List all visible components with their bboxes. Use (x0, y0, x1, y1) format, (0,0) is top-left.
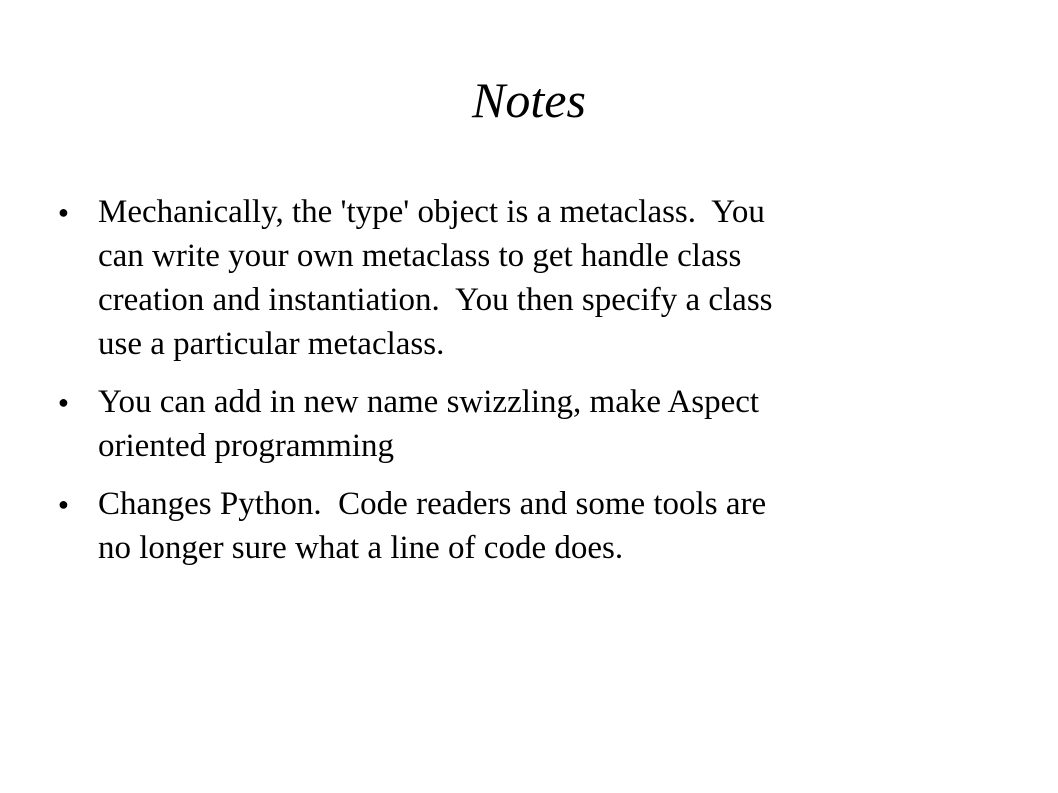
bullet-line: can write your own metaclass to get handle class (98, 238, 742, 274)
bullet-line: no longer sure what a line of code does. (98, 530, 624, 566)
bullet-dot-icon: ● (58, 392, 69, 412)
bullet-text (98, 482, 988, 570)
bullet-dot-icon: ● (58, 494, 69, 514)
bullet-line: Mechanically, the 'type' object is a metaclass. You (98, 194, 765, 230)
bullet-text (98, 190, 988, 366)
bullet-dot-icon: ● (58, 202, 69, 222)
slide-title: Notes (472, 72, 586, 128)
bullet-line: oriented programming (98, 428, 395, 464)
bullet-item (58, 190, 988, 366)
bullet-line: creation and instantiation. You then specify a class (98, 282, 773, 318)
bullet-item (58, 380, 988, 468)
bullet-line: You can add in new name swizzling, make Aspect (98, 384, 760, 420)
bullet-item (58, 482, 988, 570)
bullet-text (98, 380, 988, 468)
bullet-line: use a particular metaclass. (98, 326, 445, 362)
bullet-line: Changes Python. Code readers and some tools are (98, 486, 767, 522)
bullet-list (58, 190, 988, 584)
